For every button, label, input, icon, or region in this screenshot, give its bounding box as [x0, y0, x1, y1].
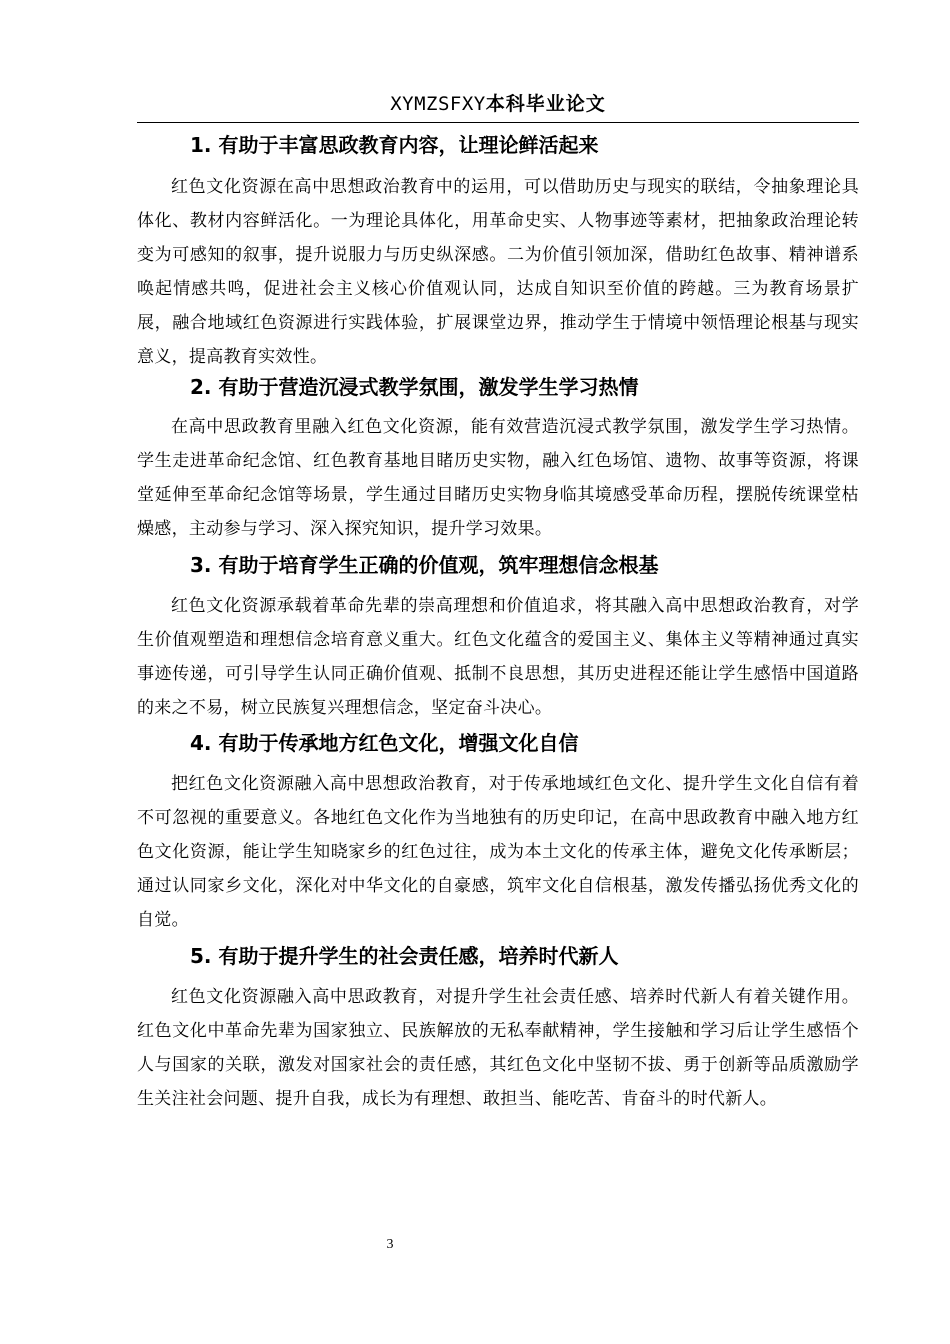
section-heading-1: 1. 有助于丰富思政教育内容，让理论鲜活起来 — [190, 133, 599, 157]
header-title: 本科毕业论文 — [485, 93, 606, 115]
header-abbreviation: XYMZSFXY — [390, 93, 486, 115]
section-paragraph-3: 红色文化资源承载着革命先辈的崇高理想和价值追求，将其融入高中思想政治教育，对学生价值观塑造和理想信念培育意义重大。红色文化蕴含的爱国主义、集体主义等精神通过真实事迹传递，可引导学生认同正确价值观、抵制不良思想，其历史进程还能让学生感悟中国道路的来之不易，树立民族复兴理想信念，坚定奋斗决心。 — [137, 596, 859, 718]
section-heading-5: 5. 有助于提升学生的社会责任感，培养时代新人 — [190, 944, 619, 968]
section-paragraph-2: 在高中思政教育里融入红色文化资源，能有效营造沉浸式教学氛围，激发学生学习热情。学生走进革命纪念馆、红色教育基地目睹历史实物，融入红色场馆、遗物、故事等资源，将课堂延伸至革命纪念馆等场景，学生通过目睹历史实物身临其境感受革命历程，摆脱传统课堂枯燥感，主动参与学习、深入探究知识，提升学习效果。 — [137, 417, 859, 539]
section-heading-4: 4. 有助于传承地方红色文化，增强文化自信 — [190, 731, 579, 755]
section-paragraph-5: 红色文化资源融入高中思政教育，对提升学生社会责任感、培养时代新人有着关键作用。红色文化中革命先辈为国家独立、民族解放的无私奉献精神，学生接触和学习后让学生感悟个人与国家的关联，激发对国家社会的责任感，其红色文化中坚韧不拔、勇于创新等品质激励学生关注社会问题、提升自我，成长为有理想、敢担当、能吃苦、肯奋斗的时代新人。 — [137, 987, 859, 1109]
running-header — [137, 92, 859, 123]
section-heading-3: 3. 有助于培育学生正确的价值观，筑牢理想信念根基 — [190, 553, 659, 577]
page-number: 3 — [386, 1237, 394, 1252]
section-paragraph-1: 红色文化资源在高中思想政治教育中的运用，可以借助历史与现实的联结，令抽象理论具体化、教材内容鲜活化。一为理论具体化，用革命史实、人物事迹等素材，把抽象政治理论转变为可感知的叙事，提升说服力与历史纵深感。二为价值引领加深，借助红色故事、精神谱系唤起情感共鸣，促进社会主义核心价值观认同，达成自知识至价值的跨越。三为教育场景扩展，融合地域红色资源进行实践体验，扩展课堂边界，推动学生于情境中领悟理论根基与现实意义，提高教育实效性。 — [137, 177, 859, 367]
section-paragraph-4: 把红色文化资源融入高中思想政治教育，对于传承地域红色文化、提升学生文化自信有着不可忽视的重要意义。各地红色文化作为当地独有的历史印记，在高中思政教育中融入地方红色文化资源，能让学生知晓家乡的红色过往，成为本土文化的传承主体，避免文化传承断层；通过认同家乡文化，深化对中华文化的自豪感，筑牢文化自信根基，激发传播弘扬优秀文化的自觉。 — [137, 774, 859, 930]
section-heading-2: 2. 有助于营造沉浸式教学氛围，激发学生学习热情 — [190, 375, 639, 399]
